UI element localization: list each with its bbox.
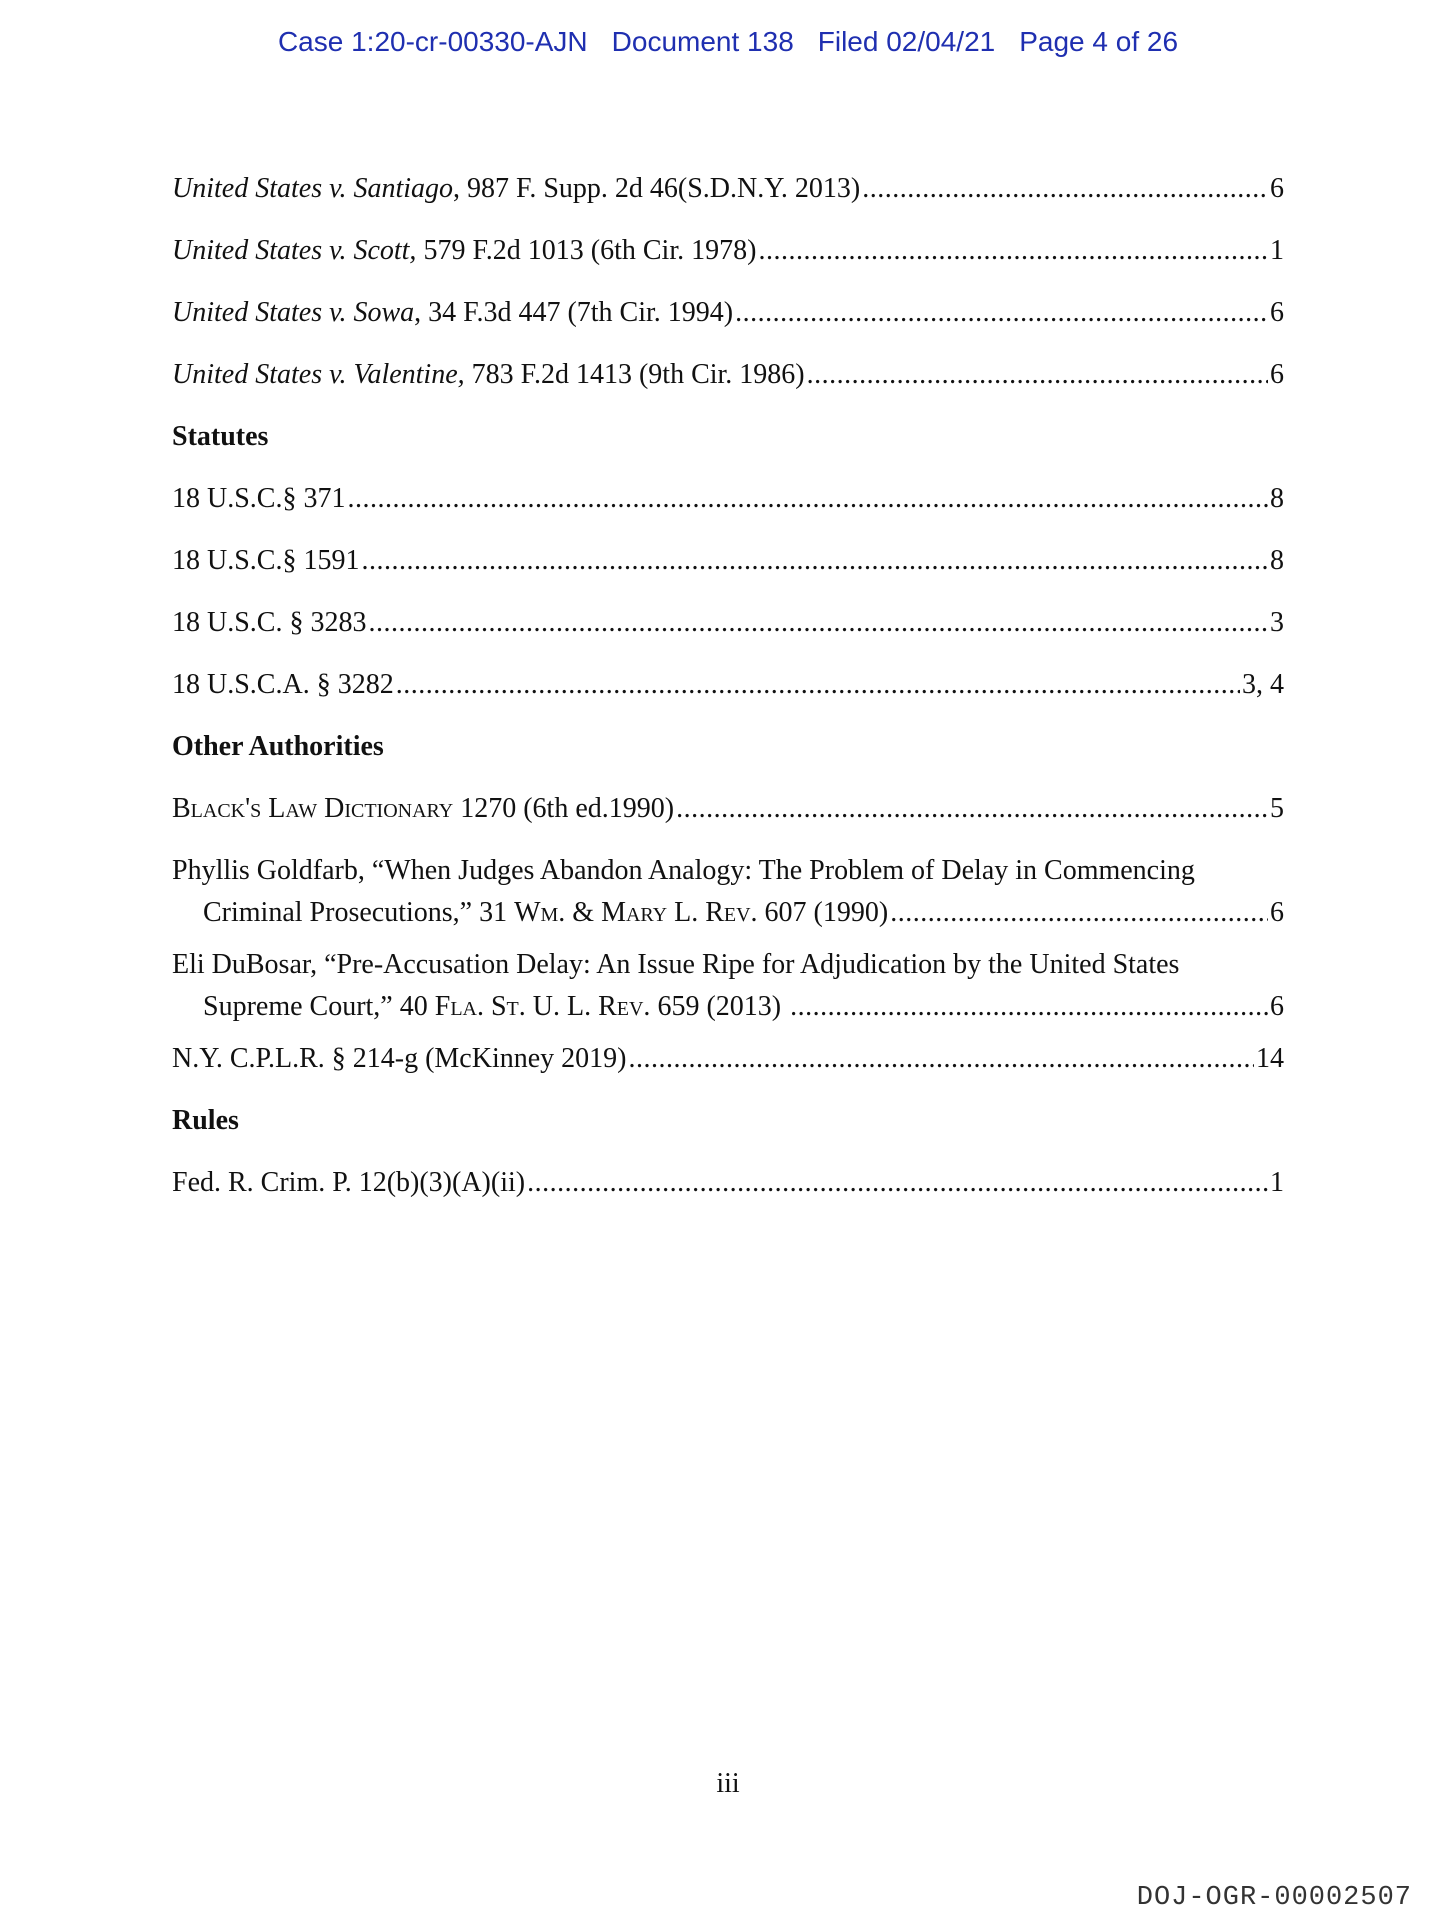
authority-entry — [172, 354, 1284, 416]
authority-entry — [172, 168, 1284, 230]
statute-citation: N.Y. C.P.L.R. § 214-g (McKinney 2019) — [172, 1043, 627, 1074]
dictionary-title: Black's Law Dictionary — [172, 793, 454, 824]
journal-name: Wm. & Mary L. Rev. — [514, 897, 758, 928]
page-number: iii — [716, 1768, 740, 1799]
statute-citation: 18 U.S.C.A. § 3282 — [172, 669, 394, 700]
leader-dots — [368, 602, 1268, 644]
section-heading-rules: Rules — [172, 1105, 239, 1136]
authority-entry — [172, 944, 1284, 1038]
authority-entry — [172, 1038, 1284, 1100]
article-title-line: Eli DuBosar, “Pre-Accusation Delay: An Issue Ripe for Adjudication by the United States — [172, 949, 1180, 980]
leader-dots — [790, 986, 1268, 1028]
page-reference: 5 — [1270, 793, 1284, 824]
page-reference: 6 — [1270, 173, 1284, 204]
statute-citation: 18 U.S.C. § 3283 — [172, 607, 367, 638]
rule-citation: Fed. R. Crim. P. 12(b)(3)(A)(ii) — [172, 1167, 526, 1198]
authority-entry — [172, 788, 1284, 850]
journal-name: Fla. St. U. L. Rev. — [434, 991, 651, 1022]
authority-entry — [172, 664, 1284, 726]
bates-number: DOJ-OGR-00002507 — [1136, 1883, 1412, 1913]
authority-entry — [172, 602, 1284, 664]
page-reference: 1 — [1270, 235, 1284, 266]
leader-dots — [758, 230, 1268, 272]
page-reference: 6 — [1270, 991, 1284, 1022]
case-name: United States v. Scott, — [172, 235, 417, 266]
leader-dots — [361, 540, 1268, 582]
statute-citation: 18 U.S.C.§ 371 — [172, 483, 346, 514]
case-name: United States v. Sowa — [172, 297, 415, 328]
authority-entry — [172, 230, 1284, 292]
case-citation: 783 F.2d 1413 (9th Cir. 1986) — [464, 359, 805, 390]
leader-dots — [628, 1038, 1254, 1080]
document-number: Document 138 — [611, 26, 794, 57]
article-title-line: Phyllis Goldfarb, “When Judges Abandon Analogy: The Problem of Delay in Commencing — [172, 855, 1195, 886]
page-reference: 8 — [1270, 545, 1284, 576]
authority-entry — [172, 540, 1284, 602]
leader-dots — [890, 892, 1268, 934]
page-reference: 3 — [1270, 607, 1284, 638]
article-citation: Criminal Prosecutions,” 31 — [203, 897, 515, 928]
leader-dots — [347, 478, 1268, 520]
page-reference: 3, 4 — [1242, 669, 1284, 700]
leader-dots — [676, 788, 1268, 830]
page-reference: 6 — [1270, 297, 1284, 328]
case-citation: , 987 F. Supp. 2d 46(S.D.N.Y. 2013) — [453, 173, 861, 204]
case-number: Case 1:20-cr-00330-AJN — [277, 26, 588, 57]
authority-entry — [172, 478, 1284, 540]
authority-entry — [172, 850, 1284, 944]
page-reference: 8 — [1270, 483, 1284, 514]
section-heading-other-authorities: Other Authorities — [172, 731, 384, 762]
table-of-authorities — [172, 168, 1284, 1224]
page-reference: 6 — [1270, 897, 1284, 928]
article-citation: Supreme Court,” 40 — [203, 991, 435, 1022]
leader-dots — [396, 664, 1240, 706]
leader-dots — [527, 1162, 1268, 1204]
article-volume: 659 (2013) — [650, 991, 789, 1022]
leader-dots — [735, 292, 1268, 334]
article-volume: 607 (1990) — [757, 897, 889, 928]
dictionary-citation: 1270 (6th ed.1990) — [453, 793, 675, 824]
filed-date: Filed 02/04/21 — [817, 26, 996, 57]
case-citation: , 34 F.3d 447 (7th Cir. 1994) — [414, 297, 734, 328]
authority-entry — [172, 292, 1284, 354]
page-reference: 14 — [1256, 1043, 1284, 1074]
page-of-total: Page 4 of 26 — [1019, 26, 1179, 57]
section-heading-statutes: Statutes — [172, 421, 269, 452]
case-name: United States v. Santiago — [172, 173, 453, 204]
case-name: United States v. Valentine, — [172, 359, 465, 390]
leader-dots — [807, 354, 1268, 396]
statute-citation: 18 U.S.C.§ 1591 — [172, 545, 360, 576]
authority-entry — [172, 1162, 1284, 1224]
page-reference: 6 — [1270, 359, 1284, 390]
leader-dots — [862, 168, 1268, 210]
page-reference: 1 — [1270, 1167, 1284, 1198]
case-header — [0, 26, 1456, 58]
case-citation: 579 F.2d 1013 (6th Cir. 1978) — [416, 235, 757, 266]
